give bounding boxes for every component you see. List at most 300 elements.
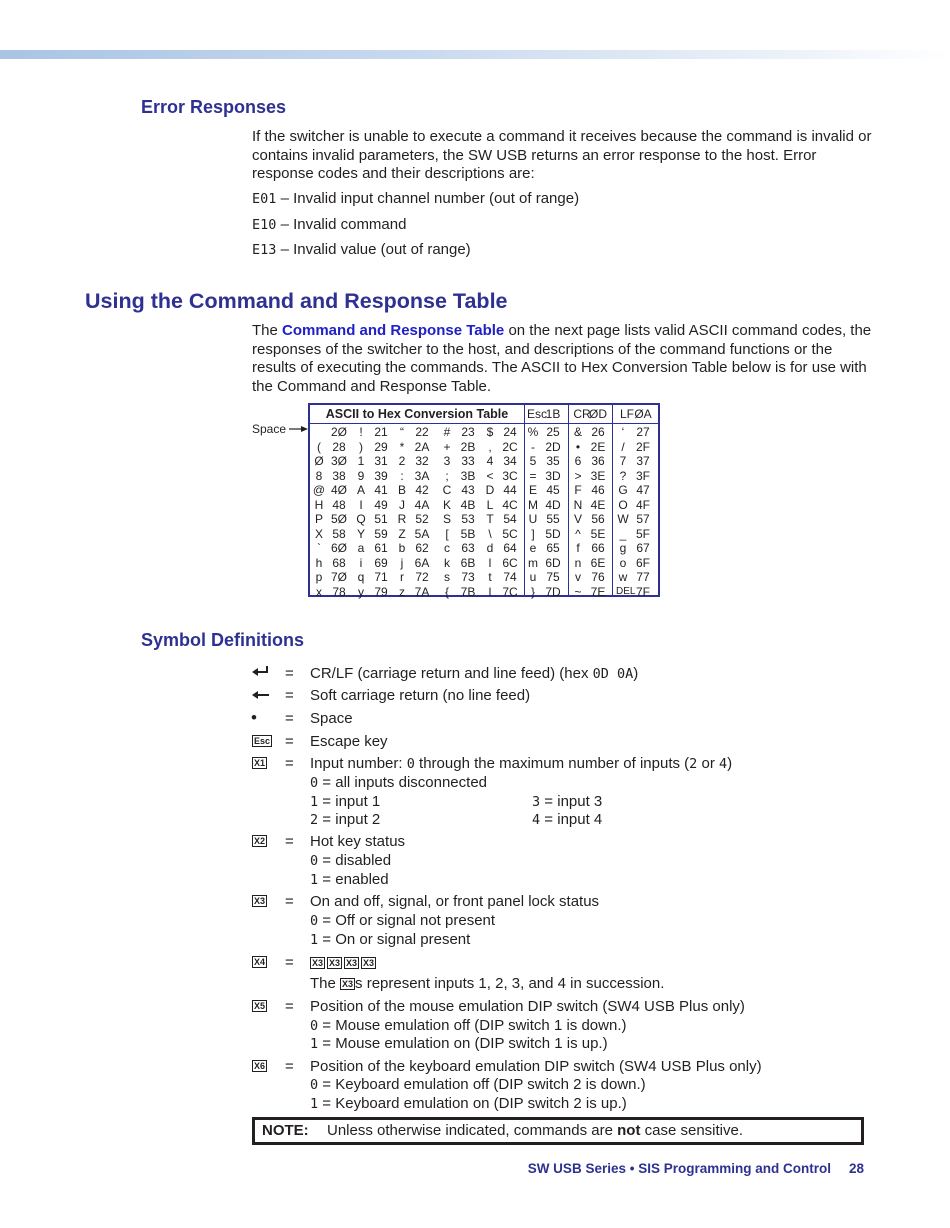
ascii-hex-column: [499, 425, 521, 599]
ascii-hex-value: 5D: [545, 526, 561, 541]
ascii-hex-value: 54: [503, 512, 517, 526]
note-emphasis: not: [617, 1122, 641, 1139]
error-responses-heading: Error Responses: [141, 97, 287, 117]
ascii-hex-value: 4C: [502, 497, 518, 512]
ascii-char: q: [357, 570, 365, 584]
para-suffix: on the next page lists valid ASCII command codes, the responses of the switcher to the host, and descriptions of the command functions or the results of executing the commands. The ASCII to Hex Conversion Table below is for use with the Command and Response Table.: [252, 322, 872, 396]
x3-value-1: [310, 931, 470, 950]
ascii-char: \: [488, 526, 492, 541]
crlf-hex-code: 0D 0A: [592, 666, 634, 682]
ascii-hex-column: [587, 425, 609, 599]
ascii-char: X: [314, 526, 323, 541]
page-number: 28: [848, 1161, 864, 1176]
ascii-char-column: [483, 425, 497, 599]
equals-sign: =: [285, 833, 294, 850]
ascii-char: O: [618, 497, 628, 512]
using-table-heading: Using the Command and Response Table: [85, 289, 508, 313]
x2-value-0: [310, 852, 391, 871]
ascii-hex-value: 2E: [590, 439, 606, 454]
ascii-hex-value: 5C: [502, 526, 518, 541]
ascii-char: I: [359, 497, 363, 512]
ascii-char: M: [528, 497, 538, 512]
error-description: – Invalid command: [280, 216, 407, 233]
crlf-text: CR/LF (carriage return and line feed) (hex: [310, 665, 593, 682]
ascii-char: `: [317, 541, 321, 555]
ascii-hex-value: 44: [503, 483, 517, 497]
ascii-char: m: [528, 555, 538, 570]
ascii-hex-value: 2C: [502, 439, 518, 454]
ascii-hex-value: 2Ø: [330, 425, 347, 439]
ascii-hex-value: 2D: [545, 439, 561, 454]
ascii-hex-value: 6F: [635, 555, 650, 570]
ascii-char: $: [486, 425, 494, 439]
table-rule: [568, 405, 569, 595]
page-footer: [480, 1161, 864, 1176]
x2-value-1: [310, 871, 389, 890]
x6-text: = Keyboard emulation on (DIP switch 2 is up.): [318, 1095, 627, 1112]
ascii-char: 4: [486, 454, 494, 468]
ascii-hex-value: 58: [332, 526, 346, 541]
ascii-char: d: [486, 541, 494, 555]
ascii-hex-column: [370, 425, 392, 599]
space-pointer-arrow-icon: [289, 425, 309, 433]
ascii-hex-value: 31: [374, 454, 388, 468]
x1-text: ): [727, 755, 733, 772]
ascii-char: /: [621, 439, 625, 454]
x1-text: = all inputs disconnected: [318, 774, 488, 791]
x6-value-1: [310, 1095, 627, 1114]
ascii-hex-value: 52: [415, 512, 429, 526]
crlf-text-end: ): [633, 665, 639, 682]
x6-variable-box: X6: [254, 1061, 266, 1071]
ascii-char: H: [314, 497, 324, 512]
equals-sign: =: [285, 733, 294, 750]
ascii-hex-value: 6D: [545, 555, 561, 570]
ascii-hex-value: 73: [461, 570, 475, 584]
ascii-char: h: [315, 555, 323, 570]
ascii-hex-value: 64: [503, 541, 517, 555]
x1-text: = input 3: [540, 793, 603, 810]
ascii-char: a: [357, 541, 365, 555]
ascii-hex-value: 7A: [414, 584, 430, 599]
x3-text: = Off or signal not present: [318, 912, 496, 929]
x1-code: 4: [532, 812, 541, 828]
ascii-char: 5: [529, 454, 537, 468]
ascii-char: (: [317, 439, 321, 454]
ascii-char: =: [529, 468, 537, 483]
ascii-char: s: [444, 570, 450, 584]
ascii-hex-value: 3B: [460, 468, 476, 483]
ascii-hex-value: 61: [374, 541, 388, 555]
equals-sign: =: [285, 755, 294, 772]
ascii-hex-value: 33: [461, 454, 475, 468]
ascii-char: P: [314, 512, 323, 526]
ascii-hex-value: 49: [374, 497, 388, 512]
ascii-char: t: [488, 570, 492, 584]
ascii-char: ): [359, 439, 363, 454]
ascii-hex-value: 46: [591, 483, 605, 497]
esc-key-box: Esc: [254, 736, 271, 746]
x3-value-0: [310, 912, 495, 931]
ascii-char: n: [574, 555, 582, 570]
ascii-hex-table: [308, 403, 660, 597]
ascii-hex-value: 7D: [545, 584, 561, 599]
command-table-link[interactable]: Command and Response Table: [282, 322, 505, 339]
ascii-hex-value: 59: [374, 526, 388, 541]
x6-code: 1: [310, 1096, 319, 1112]
space-label: Space: [252, 422, 287, 436]
ascii-hex-value: 51: [374, 512, 388, 526]
ascii-char: *: [399, 439, 405, 454]
ascii-hex-column: [542, 425, 564, 599]
error-description: – Invalid value (out of range): [280, 241, 471, 258]
x2-definition-title: Hot key status: [310, 833, 406, 850]
x4-variable-box: X4: [254, 957, 266, 967]
symbol-definitions-heading: Symbol Definitions: [141, 630, 305, 650]
ascii-hex-value: 3F: [635, 468, 650, 483]
ascii-char: w: [618, 570, 628, 584]
ascii-hex-value: 79: [374, 584, 388, 599]
ascii-hex-value: 77: [636, 570, 650, 584]
note-text-part: Unless otherwise indicated, commands are: [327, 1122, 618, 1139]
error-description: – Invalid input channel number (out of range): [280, 190, 580, 207]
x2-code: 0: [310, 853, 319, 869]
error-code: E13: [252, 242, 277, 258]
x1-text: = input 2: [318, 811, 381, 828]
ascii-char: e: [529, 541, 537, 555]
x1-code: 3: [532, 794, 541, 810]
ascii-char-column: [395, 425, 409, 599]
crlf-return-icon: [252, 666, 270, 678]
ascii-hex-value: 56: [591, 512, 605, 526]
equals-sign: =: [285, 998, 294, 1015]
ascii-hex-value: 35: [546, 454, 560, 468]
x5-code: 0: [310, 1018, 319, 1034]
ascii-hex-value: 37: [636, 454, 650, 468]
ascii-hex-value: 4D: [545, 497, 561, 512]
error-code-item: [252, 216, 406, 233]
ascii-char: T: [486, 512, 494, 526]
ascii-hex-value: 21: [374, 425, 388, 439]
footer-title: SW USB Series • SIS Programming and Control: [527, 1161, 831, 1176]
error-responses-intro: If the switcher is unable to execute a command it receives because the command is invalid or contains invalid parameters, the SW USB returns an error response to the host. Error response codes and their descriptions are:: [252, 128, 872, 183]
ascii-char: 9: [357, 468, 365, 483]
ascii-char: N: [573, 497, 583, 512]
ascii-hex-value: 4B: [460, 497, 476, 512]
x6-value-0: [310, 1076, 646, 1095]
ascii-char: J: [399, 497, 405, 512]
ascii-char: V: [573, 512, 582, 526]
error-code-item: [252, 241, 471, 258]
ascii-hex-value: 7B: [460, 584, 476, 599]
ascii-char: G: [618, 483, 628, 497]
ascii-hex-value: 41: [374, 483, 388, 497]
ascii-hex-value: 6B: [460, 555, 476, 570]
ascii-hex-value: 6Ø: [330, 541, 347, 555]
ascii-char: K: [442, 497, 451, 512]
ascii-char: W: [617, 512, 629, 526]
ascii-hex-value: 62: [415, 541, 429, 555]
ascii-char: ?: [619, 468, 627, 483]
x1-text: through the maximum number of inputs (: [414, 755, 690, 772]
x5-value-1: [310, 1035, 608, 1054]
ascii-char-column: [571, 425, 585, 599]
ascii-char: v: [575, 570, 581, 584]
ascii-hex-value: 43: [461, 483, 475, 497]
note-box: [252, 1117, 864, 1145]
ascii-char: 2: [398, 454, 406, 468]
table-rule: [524, 405, 525, 595]
ascii-char: U: [528, 512, 538, 526]
ascii-char: {: [444, 584, 449, 599]
x6-definition-title: Position of the keyboard emulation DIP switch (SW4 USB Plus only): [310, 1058, 762, 1075]
ascii-hex-value: 65: [546, 541, 560, 555]
ascii-hex-value: 5B: [460, 526, 476, 541]
ascii-hex-value: 22: [415, 425, 429, 439]
x5-code: 1: [310, 1036, 319, 1052]
x3-variable-box: X3: [254, 896, 266, 906]
ascii-char: i: [359, 555, 363, 570]
ascii-char: ‘: [621, 425, 625, 439]
ascii-char: ^: [575, 526, 581, 541]
x5-value-0: [310, 1017, 626, 1036]
x2-variable-box: X2: [254, 836, 266, 846]
ascii-header-hex: 1B: [545, 407, 561, 421]
ascii-hex-column: [328, 425, 350, 599]
ascii-char: 7: [619, 454, 627, 468]
x2-text: = enabled: [318, 871, 389, 888]
ascii-hex-value: 42: [415, 483, 429, 497]
ascii-hex-value: 7C: [502, 584, 518, 599]
equals-sign: =: [285, 954, 294, 971]
ascii-char: [: [445, 526, 449, 541]
x1-definition-title: [310, 755, 732, 774]
equals-sign: =: [285, 893, 294, 910]
ascii-hex-value: 5F: [635, 526, 650, 541]
ascii-hex-value: 48: [332, 497, 346, 512]
table-rule: [310, 423, 658, 424]
equals-sign: =: [285, 1058, 294, 1075]
ascii-hex-value: 36: [591, 454, 605, 468]
ascii-char: E: [528, 483, 537, 497]
ascii-char: g: [619, 541, 627, 555]
ascii-char: @: [312, 483, 326, 497]
ascii-table-title: ASCII to Hex Conversion Table: [325, 407, 509, 421]
x3-code: 1: [310, 932, 319, 948]
note-label: NOTE:: [262, 1122, 309, 1139]
ascii-char: &: [573, 425, 582, 439]
ascii-hex-column: [411, 425, 433, 599]
para-prefix: The: [252, 322, 283, 339]
ascii-char-column: [440, 425, 454, 599]
ascii-hex-value: 6C: [502, 555, 518, 570]
x1-input-4: [532, 811, 602, 830]
ascii-char: l: [488, 584, 492, 599]
x5-text: = Mouse emulation on (DIP switch 1 is up.): [318, 1035, 608, 1052]
ascii-hex-value: 7Ø: [330, 570, 347, 584]
ascii-char: ;: [445, 468, 449, 483]
x1-code: 0: [406, 756, 415, 772]
ascii-hex-value: 4Ø: [330, 483, 347, 497]
ascii-header-char: Esc: [526, 407, 547, 421]
ascii-hex-value: 25: [546, 425, 560, 439]
ascii-char: z: [399, 584, 405, 599]
space-bullet-icon: •: [251, 708, 257, 727]
ascii-char: Q: [356, 512, 366, 526]
x3-variable-box: X3: [342, 979, 354, 990]
ascii-header-hex: ØA: [634, 407, 652, 421]
ascii-hex-value: 3A: [414, 468, 430, 483]
space-definition: Space: [310, 710, 353, 727]
ascii-hex-column: [457, 425, 479, 599]
ascii-char: Z: [398, 526, 406, 541]
ascii-char: -: [531, 439, 535, 454]
ascii-char: %: [527, 425, 539, 439]
ascii-hex-value: 3Ø: [330, 454, 347, 468]
ascii-char: “: [400, 425, 404, 439]
ascii-char: #: [443, 425, 451, 439]
ascii-char: j: [400, 555, 404, 570]
ascii-char: S: [442, 512, 451, 526]
x3-variable-box: X3: [363, 958, 375, 969]
x1-text: or: [697, 755, 719, 772]
ascii-header-hex: ØD: [589, 407, 607, 421]
x1-input-1: [310, 793, 380, 812]
ascii-hex-value: 3E: [590, 468, 606, 483]
ascii-hex-value: 2B: [460, 439, 476, 454]
ascii-hex-value: 38: [332, 468, 346, 483]
x1-input-2: [310, 811, 380, 830]
ascii-char: B: [397, 483, 406, 497]
ascii-hex-value: 68: [332, 555, 346, 570]
header-gradient-bar: [0, 50, 950, 59]
x1-variable-box: X1: [254, 758, 266, 768]
ascii-char: 1: [357, 454, 365, 468]
ascii-char-column: [616, 425, 636, 599]
x4-explanation: [310, 975, 664, 994]
x4-text: s represent inputs 1, 2, 3, and 4 in succession.: [355, 975, 665, 992]
error-code-item: [252, 190, 579, 207]
x1-text: Input number:: [310, 755, 407, 772]
x2-text: = disabled: [318, 852, 392, 869]
ascii-header-char: LF: [619, 407, 634, 421]
ascii-hex-value: 7E: [590, 584, 606, 599]
ascii-char: 8: [315, 468, 323, 483]
ascii-hex-value: 34: [503, 454, 517, 468]
ascii-char-column: [312, 425, 326, 599]
ascii-hex-value: 71: [374, 570, 388, 584]
soft-cr-definition: Soft carriage return (no line feed): [310, 687, 531, 704]
ascii-hex-value: 72: [415, 570, 429, 584]
ascii-char: ,: [488, 439, 492, 454]
x3-variable-box: X3: [346, 958, 358, 969]
x1-text: = input 4: [540, 811, 603, 828]
ascii-char: A: [356, 483, 365, 497]
ascii-char: b: [398, 541, 406, 555]
ascii-char: R: [397, 512, 407, 526]
ascii-hex-value: 75: [546, 570, 560, 584]
ascii-hex-value: 63: [461, 541, 475, 555]
ascii-hex-value: 39: [374, 468, 388, 483]
ascii-char: >: [574, 468, 582, 483]
ascii-hex-value: 74: [503, 570, 517, 584]
ascii-char: o: [619, 555, 627, 570]
x1-input-3: [532, 793, 602, 812]
ascii-char: :: [400, 468, 404, 483]
x3-definition-title: On and off, signal, or front panel lock status: [310, 893, 600, 910]
ascii-char: k: [444, 555, 450, 570]
ascii-hex-value: 3C: [502, 468, 518, 483]
ascii-char: +: [443, 439, 451, 454]
ascii-hex-value: 27: [636, 425, 650, 439]
ascii-hex-value: 45: [546, 483, 560, 497]
x1-code: 4: [719, 756, 728, 772]
ascii-char: c: [444, 541, 450, 555]
using-table-paragraph: [252, 322, 877, 397]
ascii-hex-value: 6E: [590, 555, 606, 570]
ascii-char: L: [486, 497, 494, 512]
ascii-hex-value: 5E: [590, 526, 606, 541]
ascii-hex-value: 47: [636, 483, 650, 497]
x3-text: = On or signal present: [318, 931, 471, 948]
equals-sign: =: [285, 710, 294, 727]
ascii-hex-value: 67: [636, 541, 650, 555]
ascii-hex-value: 53: [461, 512, 475, 526]
ascii-char: 3: [443, 454, 451, 468]
ascii-hex-value: 7F: [635, 584, 650, 599]
ascii-char: •: [575, 439, 581, 454]
ascii-char: DEL: [616, 585, 636, 597]
ascii-char: [312, 425, 326, 440]
ascii-char: x: [316, 584, 322, 599]
ascii-hex-value: 23: [461, 425, 475, 439]
ascii-hex-value: 3D: [545, 468, 561, 483]
ascii-hex-value: 28: [332, 439, 346, 454]
x2-code: 1: [310, 872, 319, 888]
ascii-char: Y: [356, 526, 365, 541]
ascii-char: C: [442, 483, 452, 497]
x5-variable-box: X5: [254, 1001, 266, 1011]
ascii-char: y: [358, 584, 364, 599]
ascii-hex-value: 32: [415, 454, 429, 468]
ascii-char: l: [488, 555, 492, 570]
ascii-hex-value: 66: [591, 541, 605, 555]
ascii-hex-value: 78: [332, 584, 346, 599]
ascii-hex-value: 57: [636, 512, 650, 526]
ascii-hex-value: 24: [503, 425, 517, 439]
x1-code: 2: [310, 812, 319, 828]
x6-text: = Keyboard emulation off (DIP switch 2 is down.): [318, 1076, 646, 1093]
x1-zero-value: [310, 774, 487, 793]
ascii-char: ]: [531, 526, 535, 541]
ascii-char: 6: [574, 454, 582, 468]
x5-text: = Mouse emulation off (DIP switch 1 is down.): [318, 1017, 627, 1034]
ascii-hex-value: 26: [591, 425, 605, 439]
ascii-char: ~: [574, 584, 582, 599]
x6-code: 0: [310, 1077, 319, 1093]
x5-definition-title: Position of the mouse emulation DIP switch (SW4 USB Plus only): [310, 998, 745, 1015]
ascii-hex-value: 2F: [635, 439, 650, 454]
ascii-char: r: [400, 570, 404, 584]
ascii-char: u: [529, 570, 537, 584]
equals-sign: =: [285, 665, 294, 682]
x3-variable-box: X3: [312, 958, 324, 969]
esc-definition: Escape key: [310, 733, 388, 750]
note-text: [327, 1120, 743, 1142]
ascii-char: }: [530, 584, 535, 599]
note-text-part: case sensitive.: [640, 1122, 744, 1139]
x4-text: The: [310, 975, 341, 992]
